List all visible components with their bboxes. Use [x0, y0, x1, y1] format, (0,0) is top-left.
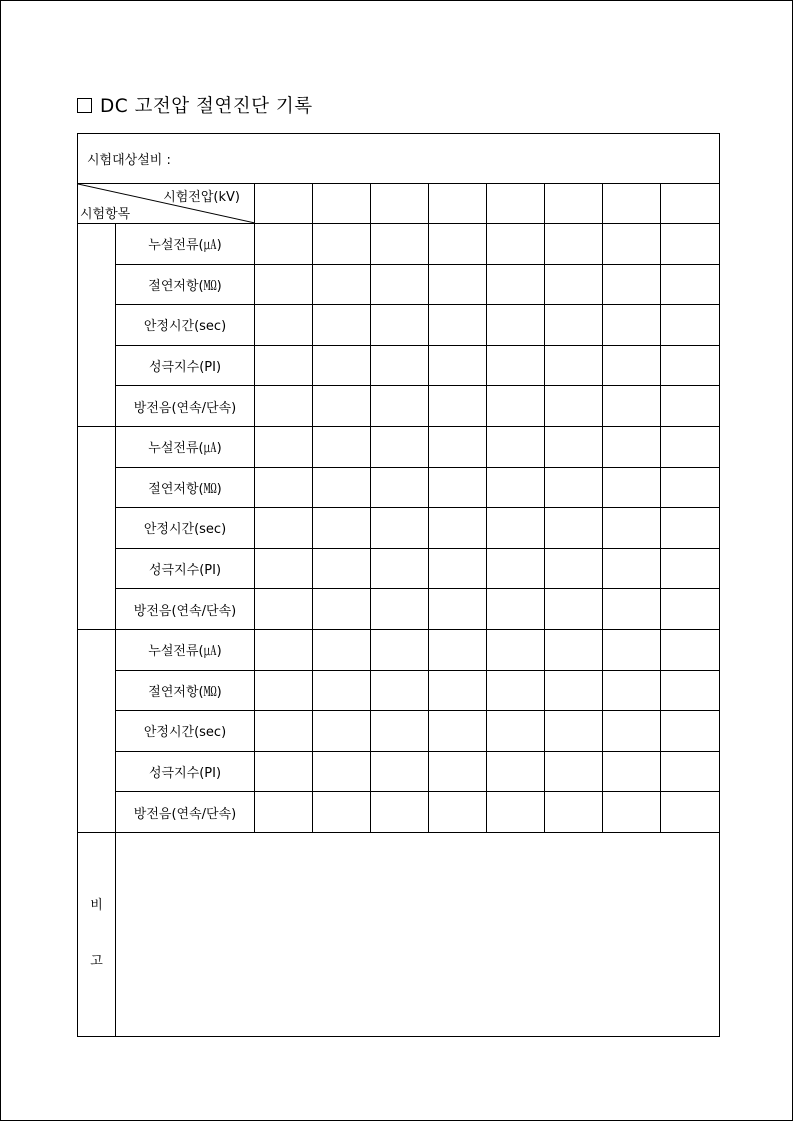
measurement-cell[interactable] [255, 305, 313, 346]
measurement-cell[interactable] [661, 426, 720, 467]
measurement-cell[interactable] [313, 589, 371, 630]
measurement-cell[interactable] [429, 305, 487, 346]
measurement-cell[interactable] [545, 751, 603, 792]
measurement-cell[interactable] [487, 629, 545, 670]
test-item-row [78, 629, 720, 670]
target-equipment-row [78, 134, 720, 184]
measurement-cell[interactable] [429, 508, 487, 549]
voltage-input-cell[interactable] [255, 184, 313, 224]
measurement-cell[interactable] [545, 386, 603, 427]
measurement-cell[interactable] [661, 629, 720, 670]
test-item-label: 방전음(연속/단속) [116, 386, 255, 427]
measurement-cell[interactable] [487, 264, 545, 305]
measurement-cell[interactable] [429, 792, 487, 833]
measurement-cell[interactable] [255, 224, 313, 265]
group-label-cell[interactable] [78, 426, 116, 629]
header-diagonal-cell [78, 184, 255, 224]
measurement-cell[interactable] [603, 508, 661, 549]
measurement-cell[interactable] [313, 224, 371, 265]
test-item-row [78, 305, 720, 346]
measurement-cell[interactable] [255, 426, 313, 467]
measurement-cell[interactable] [603, 751, 661, 792]
measurement-cell[interactable] [487, 224, 545, 265]
remarks-label [78, 832, 116, 1036]
measurement-cell[interactable] [371, 386, 429, 427]
insulation-record-table [77, 133, 720, 1037]
measurement-cell[interactable] [545, 711, 603, 752]
measurement-cell[interactable] [603, 305, 661, 346]
measurement-cell[interactable] [661, 264, 720, 305]
voltage-input-cell[interactable] [661, 184, 720, 224]
measurement-cell[interactable] [545, 467, 603, 508]
measurement-cell[interactable] [545, 264, 603, 305]
form-title-text: DC 고전압 절연진단 기록 [100, 96, 313, 117]
measurement-cell[interactable] [603, 426, 661, 467]
measurement-cell[interactable] [487, 751, 545, 792]
voltage-header-label: 시험전압(kV) [163, 190, 240, 205]
measurement-cell[interactable] [487, 670, 545, 711]
measurement-cell[interactable] [371, 711, 429, 752]
test-item-row [78, 386, 720, 427]
test-item-row [78, 670, 720, 711]
measurement-cell[interactable] [313, 386, 371, 427]
target-equipment-field[interactable] [78, 134, 720, 184]
measurement-cell[interactable] [255, 345, 313, 386]
measurement-cell[interactable] [255, 264, 313, 305]
test-item-row [78, 508, 720, 549]
measurement-cell[interactable] [603, 264, 661, 305]
measurement-cell[interactable] [371, 670, 429, 711]
measurement-cell[interactable] [487, 345, 545, 386]
checkbox-square-icon [77, 98, 92, 113]
test-item-label: 방전음(연속/단속) [116, 589, 255, 630]
measurement-cell[interactable] [545, 670, 603, 711]
test-item-label: 누설전류(㎂) [116, 426, 255, 467]
measurement-cell[interactable] [487, 386, 545, 427]
measurement-cell[interactable] [371, 224, 429, 265]
measurement-cell[interactable] [487, 548, 545, 589]
measurement-cell[interactable] [255, 711, 313, 752]
measurement-cell[interactable] [313, 305, 371, 346]
remarks-row [78, 832, 720, 1036]
measurement-cell[interactable] [487, 305, 545, 346]
test-item-row [78, 467, 720, 508]
measurement-cell[interactable] [603, 711, 661, 752]
test-item-label: 누설전류(㎂) [116, 224, 255, 265]
test-item-label: 안정시간(sec) [116, 305, 255, 346]
test-item-label: 방전음(연속/단속) [116, 792, 255, 833]
measurement-cell[interactable] [313, 792, 371, 833]
measurement-cell[interactable] [371, 589, 429, 630]
measurement-cell[interactable] [487, 589, 545, 630]
remarks-label-char-1: 비 [90, 898, 103, 914]
test-item-row [78, 548, 720, 589]
measurement-cell[interactable] [255, 508, 313, 549]
voltage-input-cell[interactable] [429, 184, 487, 224]
measurement-cell[interactable] [429, 224, 487, 265]
measurement-cell[interactable] [661, 386, 720, 427]
measurement-cell[interactable] [487, 508, 545, 549]
measurement-cell[interactable] [313, 264, 371, 305]
measurement-cell[interactable] [429, 386, 487, 427]
item-header-label: 시험항목 [80, 207, 131, 222]
measurement-cell[interactable] [371, 345, 429, 386]
measurement-cell[interactable] [603, 467, 661, 508]
measurement-cell[interactable] [371, 426, 429, 467]
measurement-cell[interactable] [255, 589, 313, 630]
measurement-cell[interactable] [661, 467, 720, 508]
measurement-cell[interactable] [313, 467, 371, 508]
form-title [77, 92, 313, 118]
header-row [78, 184, 720, 224]
measurement-cell[interactable] [603, 629, 661, 670]
measurement-cell[interactable] [487, 467, 545, 508]
test-item-row [78, 224, 720, 265]
measurement-cell[interactable] [661, 548, 720, 589]
voltage-input-cell[interactable] [545, 184, 603, 224]
measurement-cell[interactable] [487, 426, 545, 467]
measurement-cell[interactable] [661, 792, 720, 833]
measurement-cell[interactable] [603, 548, 661, 589]
measurement-cell[interactable] [313, 548, 371, 589]
test-item-row [78, 345, 720, 386]
voltage-input-cell[interactable] [371, 184, 429, 224]
measurement-cell[interactable] [313, 426, 371, 467]
measurement-cell[interactable] [313, 670, 371, 711]
voltage-input-cell[interactable] [603, 184, 661, 224]
measurement-cell[interactable] [429, 264, 487, 305]
measurement-cell[interactable] [661, 589, 720, 630]
measurement-cell[interactable] [429, 711, 487, 752]
measurement-cell[interactable] [255, 792, 313, 833]
measurement-cell[interactable] [255, 386, 313, 427]
measurement-cell[interactable] [371, 548, 429, 589]
test-item-row [78, 792, 720, 833]
measurement-cell[interactable] [545, 345, 603, 386]
test-item-label: 안정시간(sec) [116, 508, 255, 549]
measurement-cell[interactable] [429, 426, 487, 467]
measurement-cell[interactable] [603, 792, 661, 833]
test-item-row [78, 589, 720, 630]
voltage-input-cell[interactable] [487, 184, 545, 224]
measurement-cell[interactable] [603, 224, 661, 265]
measurement-cell[interactable] [661, 508, 720, 549]
measurement-cell[interactable] [371, 751, 429, 792]
measurement-cell[interactable] [661, 751, 720, 792]
measurement-cell[interactable] [487, 711, 545, 752]
measurement-cell[interactable] [429, 670, 487, 711]
test-item-label: 성극지수(PI) [116, 548, 255, 589]
test-item-label: 성극지수(PI) [116, 751, 255, 792]
test-item-row [78, 711, 720, 752]
measurement-cell[interactable] [371, 792, 429, 833]
target-equipment-label: 시험대상설비 : [87, 153, 171, 168]
test-item-label: 성극지수(PI) [116, 345, 255, 386]
measurement-cell[interactable] [371, 467, 429, 508]
measurement-cell[interactable] [255, 467, 313, 508]
test-item-label: 안정시간(sec) [116, 711, 255, 752]
measurement-cell[interactable] [255, 751, 313, 792]
test-item-row [78, 264, 720, 305]
remarks-field[interactable] [116, 832, 720, 1036]
measurement-cell[interactable] [661, 670, 720, 711]
measurement-cell[interactable] [429, 467, 487, 508]
voltage-input-cell[interactable] [313, 184, 371, 224]
measurement-cell[interactable] [603, 589, 661, 630]
remarks-label-char-2: 고 [90, 954, 103, 970]
measurement-cell[interactable] [255, 548, 313, 589]
measurement-cell[interactable] [429, 345, 487, 386]
group-label-cell[interactable] [78, 224, 116, 427]
measurement-cell[interactable] [545, 792, 603, 833]
measurement-cell[interactable] [545, 629, 603, 670]
measurement-cell[interactable] [487, 792, 545, 833]
measurement-cell[interactable] [371, 629, 429, 670]
measurement-cell[interactable] [429, 548, 487, 589]
measurement-cell[interactable] [255, 670, 313, 711]
measurement-cell[interactable] [371, 305, 429, 346]
test-item-label: 누설전류(㎂) [116, 629, 255, 670]
measurement-cell[interactable] [429, 629, 487, 670]
measurement-cell[interactable] [545, 305, 603, 346]
measurement-cell[interactable] [313, 751, 371, 792]
test-item-label: 절연저항(㏁) [116, 467, 255, 508]
measurement-cell[interactable] [429, 589, 487, 630]
measurement-cell[interactable] [545, 589, 603, 630]
measurement-cell[interactable] [661, 224, 720, 265]
measurement-cell[interactable] [371, 508, 429, 549]
measurement-cell[interactable] [661, 305, 720, 346]
measurement-cell[interactable] [313, 345, 371, 386]
measurement-cell[interactable] [313, 508, 371, 549]
measurement-cell[interactable] [603, 670, 661, 711]
measurement-cell[interactable] [545, 224, 603, 265]
test-item-label: 절연저항(㏁) [116, 670, 255, 711]
measurement-cell[interactable] [603, 345, 661, 386]
test-item-row [78, 426, 720, 467]
test-item-label: 절연저항(㏁) [116, 264, 255, 305]
measurement-cell[interactable] [545, 426, 603, 467]
measurement-cell[interactable] [603, 386, 661, 427]
test-item-row [78, 751, 720, 792]
measurement-cell[interactable] [371, 264, 429, 305]
measurement-cell[interactable] [545, 548, 603, 589]
measurement-cell[interactable] [661, 711, 720, 752]
measurement-cell[interactable] [429, 751, 487, 792]
measurement-cell[interactable] [313, 629, 371, 670]
group-label-cell[interactable] [78, 629, 116, 832]
measurement-cell[interactable] [661, 345, 720, 386]
measurement-cell[interactable] [545, 508, 603, 549]
measurement-cell[interactable] [313, 711, 371, 752]
measurement-cell[interactable] [255, 629, 313, 670]
